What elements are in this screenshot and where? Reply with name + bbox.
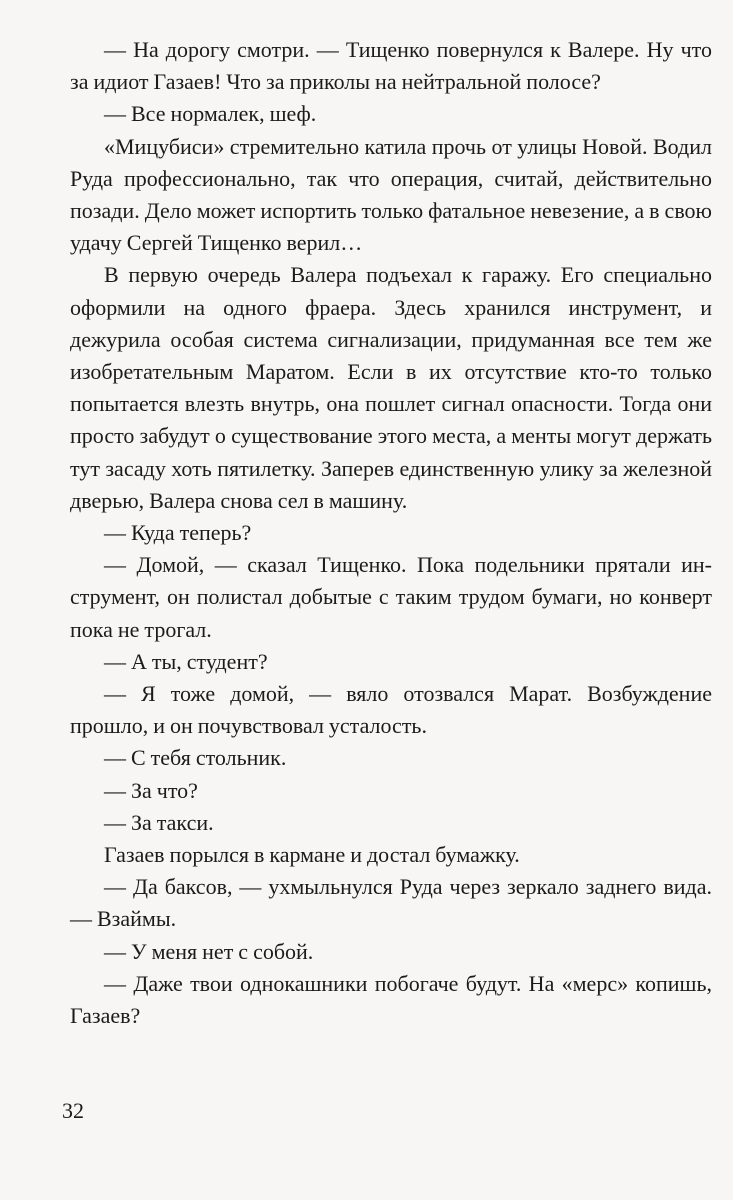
- paragraph: В первую очередь Валера подъехал к гаражу. Его специально оформили на одного фраера. Здесь хранился инструмент, и дежурила особая система сигнализации, придуманная все тем же изобретательным Маратом. Если в их отсутствие кто-то только попытается влезть внутрь, она пошлет сигнал опасности. Тогда они просто забудут о существование этого места, а менты могут держать тут засаду хоть пятилетку. Заперев единственную улику за железной дверью, Валера снова сел в машину.: [70, 262, 712, 513]
- page-number: 32: [62, 1098, 84, 1123]
- paragraph: — Даже твои однокашники побогаче будут. На «мерс» копишь, Газаев?: [70, 970, 712, 1029]
- paragraph: — Домой, — сказал Тищенко. Пока подельники прятали инструмент, он полистал добытые с таким трудом бумаги, но конверт пока не трогал.: [70, 552, 712, 642]
- paragraph: — Куда теперь?: [104, 520, 252, 546]
- paragraph: Газаев порылся в кармане и достал бумажку.: [104, 842, 520, 868]
- paragraph: — Все нормалек, шеф.: [104, 101, 317, 127]
- paragraph: — Я тоже домой, — вяло отозвался Марат. Возбуждение прошло, и он почувствовал усталость.: [70, 681, 712, 739]
- paragraph: «Мицубиси» стремительно катила прочь от улицы Новой. Водил Руда профессионально, так что операция, считай, действительно позади. Дело может испортить только фатальное невезение, а в свою удачу Сергей Тищенко верил…: [70, 133, 712, 256]
- paragraph: — За что?: [104, 777, 198, 803]
- paragraph: — Да баксов, — ухмыльнулся Руда через зеркало заднего вида. — Взаймы.: [70, 874, 712, 932]
- paragraph: — С тебя стольник.: [104, 745, 287, 771]
- paragraph: — У меня нет с собой.: [104, 938, 314, 964]
- paragraph: — За такси.: [104, 809, 214, 835]
- paragraph: — На дорогу смотри. — Тищенко повернулся к Валере. Ну что за идиот Газаев! Что за приколы на нейтральной полосе?: [70, 37, 712, 95]
- page-body: [70, 34, 712, 1032]
- paragraph: — А ты, студент?: [104, 648, 268, 674]
